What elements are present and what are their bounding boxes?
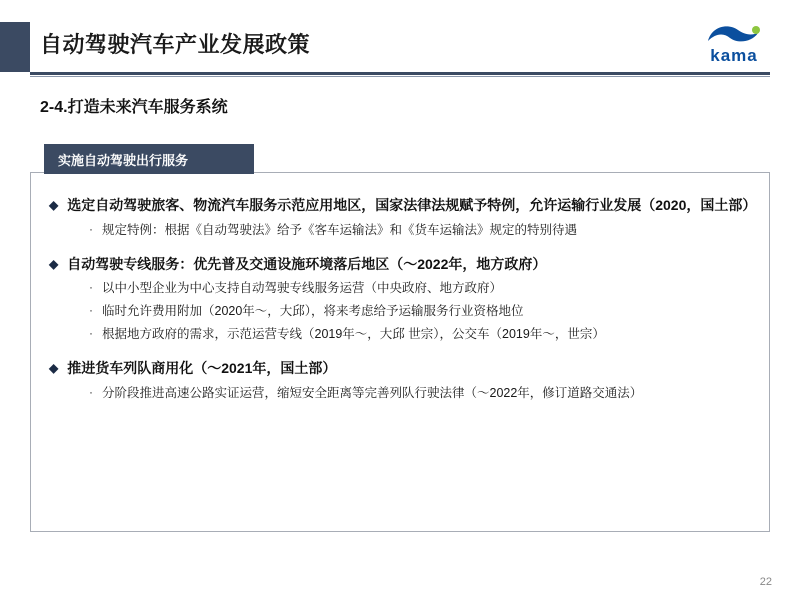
bullet-level2 [89, 383, 753, 403]
dot-bullet-icon: · [89, 221, 93, 236]
content-list [31, 173, 771, 533]
content-block [49, 358, 753, 403]
bullet-level1-text: 推进货车列队商用化（～2021年，国土部） [67, 360, 337, 377]
header-divider-thick [30, 72, 770, 75]
content-block [49, 254, 753, 345]
bullet-level2-text: 以中小型企业为中心支持自动驾驶专线服务运营（中央政府、地方政府） [102, 281, 503, 296]
bullet-level2-text: 临时允许费用附加（2020年～，大邱），将来考虑给予运输服务行业资格地位 [102, 304, 524, 319]
header-accent-block [0, 22, 30, 72]
diamond-bullet-icon: ◆ [49, 198, 59, 212]
content-block [49, 195, 757, 240]
content-panel [30, 172, 770, 532]
kama-logo [700, 22, 768, 72]
bullet-level2 [89, 278, 753, 298]
bullet-level2 [89, 220, 753, 240]
panel-tab-label: 实施自动驾驶出行服务 [44, 144, 254, 174]
kama-swoosh-icon [700, 22, 768, 48]
bullet-level1 [49, 195, 757, 217]
bullet-level2 [89, 301, 753, 321]
header-divider-thin [30, 76, 770, 77]
section-title: 2-4.打造未来汽车服务系统 [40, 99, 228, 116]
bullet-level2-text: 规定特例：根据《自动驾驶法》给予《客车运输法》和《货车运输法》规定的特别待遇 [102, 222, 578, 237]
dot-bullet-icon: · [89, 280, 93, 295]
bullet-level1 [49, 358, 753, 380]
logo-text: kama [710, 46, 758, 65]
slide-header [0, 22, 800, 76]
bullet-level1-text: 选定自动驾驶旅客、物流汽车服务示范应用地区，国家法律法规赋予特例，允许运输行业发展（2020，国土部） [67, 197, 757, 213]
bullet-level1 [49, 254, 753, 276]
bullet-level1-text: 自动驾驶专线服务：优先普及交通设施环境落后地区（～2022年，地方政府） [67, 255, 547, 272]
bullet-level2 [89, 324, 753, 344]
bullet-level2-text: 根据地方政府的需求，示范运营专线（2019年～，大邱 世宗），公交车（2019年～，世宗） [102, 327, 605, 342]
bullet-level2-text: 分阶段推进高速公路实证运营，缩短安全距离等完善列队行驶法律（～2022年，修订道路交通法） [102, 386, 643, 401]
diamond-bullet-icon: ◆ [49, 256, 59, 271]
diamond-bullet-icon: ◆ [49, 361, 59, 376]
dot-bullet-icon: · [89, 303, 93, 318]
dot-bullet-icon: · [89, 385, 93, 400]
page-title: 自动驾驶汽车产业发展政策 [40, 32, 311, 57]
dot-bullet-icon: · [89, 326, 93, 341]
page-number: 22 [759, 576, 772, 588]
